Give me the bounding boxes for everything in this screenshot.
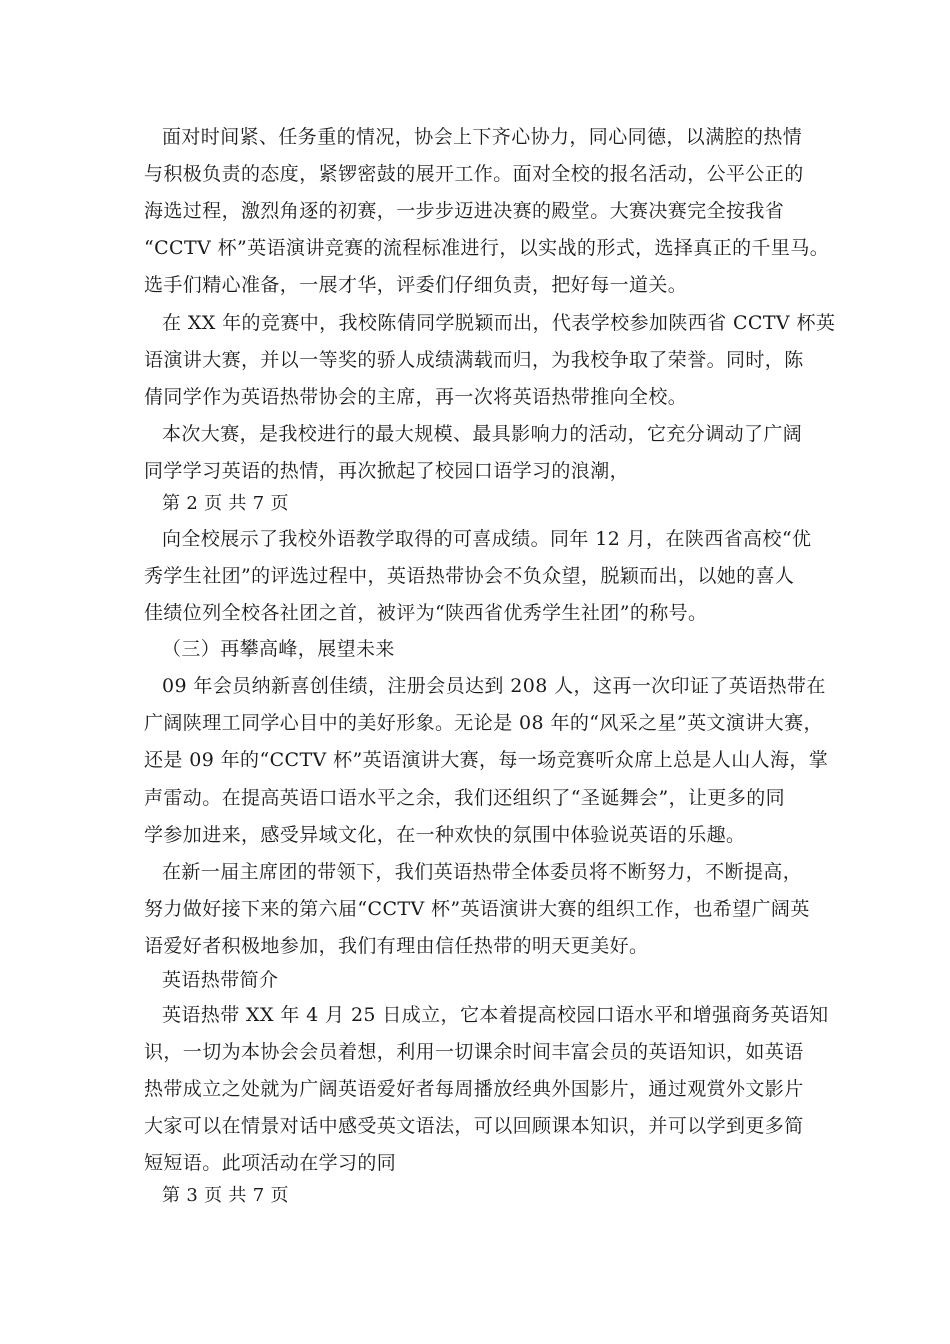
page-number: 第 3 页 共 7 页 [162,1185,289,1206]
text-line: 英语热带 XX 年 4 月 25 日成立，它本着提高校园口语水平和增强商务英语知 [162,1004,829,1026]
text-line: 在 XX 年的竞赛中，我校陈倩同学脱颖而出，代表学校参加陕西省 CCTV 杯英 [162,312,836,334]
text-line: 短短语。此项活动在学习的同 [144,1152,397,1174]
text-line: “CCTV 杯”英语演讲竞赛的流程标准进行，以实战的形式，选择真正的千里马。 [144,237,830,259]
text-line: 声雷动。在提高英语口语水平之余，我们还组织了“圣诞舞会”，让更多的同 [144,787,786,809]
text-line: 海选过程，激烈角逐的初赛，一步步迈进决赛的殿堂。大赛决赛完全按我省 [144,200,785,222]
text-line: 语爱好者积极地参加，我们有理由信任热带的明天更美好。 [144,935,649,957]
text-line: 语演讲大赛，并以一等奖的骄人成绩满载而归，为我校争取了荣誉。同时，陈 [144,349,804,371]
text-line: 学参加进来，感受异域文化，在一种欢快的氛围中体验说英语的乐趣。 [144,824,746,846]
page-number: 第 2 页 共 7 页 [162,493,289,514]
text-line: 本次大赛，是我校进行的最大规模、最具影响力的活动，它充分调动了广阔 [162,423,803,445]
text-line: 识，一切为本协会会员着想，利用一切课余时间丰富会员的英语知识，如英语 [144,1041,804,1063]
text-line: 秀学生社团”的评选过程中，英语热带协会不负众望，脱颖而出，以她的喜人 [144,565,795,587]
text-line: 还是 09 年的“CCTV 杯”英语演讲大赛，每一场竞赛听众席上总是人山人海，掌 [144,749,829,771]
section-heading: 英语热带简介 [162,969,279,991]
text-line: 倩同学作为英语热带协会的主席，再一次将英语热带推向全校。 [144,386,688,408]
text-line: 大家可以在情景对话中感受英文语法，可以回顾课本知识，并可以学到更多简 [144,1115,804,1137]
text-line: 努力做好接下来的第六届“CCTV 杯”英语演讲大赛的组织工作，也希望广阔英 [144,898,810,920]
text-line: 热带成立之处就为广阔英语爱好者每周播放经典外国影片，通过观赏外文影片 [144,1078,804,1100]
text-line: 向全校展示了我校外语教学取得的可喜成绩。同年 12 月，在陕西省高校“优 [162,528,812,550]
text-line: 同学学习英语的热情，再次掀起了校园口语学习的浪潮， [144,460,630,482]
text-line: 面对时间紧、任务重的情况，协会上下齐心协力，同心同德，以满腔的热情 [162,126,803,148]
text-line: 广阔陕理工同学心目中的美好形象。无论是 08 年的“风采之星”英文演讲大赛， [144,712,823,734]
text-line: 在新一届主席团的带领下，我们英语热带全体委员将不断努力，不断提高， [162,861,803,883]
text-line: 选手们精心准备，一展才华，评委们仔细负责，把好每一道关。 [144,274,688,296]
text-line: 佳绩位列全校各社团之首，被评为“陕西省优秀学生社团”的称号。 [144,602,708,624]
text-line: 与积极负责的态度，紧锣密鼓的展开工作。面对全校的报名活动，公平公正的 [144,163,804,185]
section-heading: （三）再攀高峰，展望未来 [162,638,395,660]
text-line: 09 年会员纳新喜创佳绩，注册会员达到 208 人，这再一次印证了英语热带在 [162,675,826,697]
